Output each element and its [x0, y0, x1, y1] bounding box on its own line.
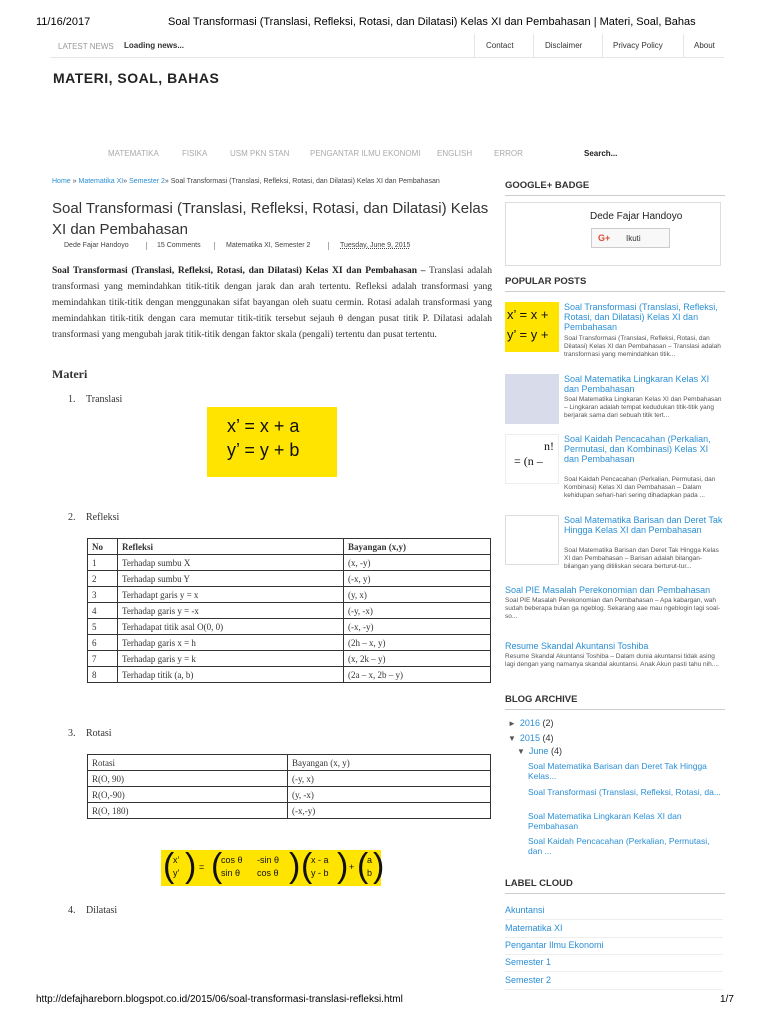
thumb-text: y’ = y + — [507, 327, 549, 342]
label-link-akuntansi[interactable]: Akuntansi — [505, 905, 723, 920]
search-input[interactable]: Search... — [584, 149, 618, 158]
expand-arrow-icon[interactable]: ► — [508, 719, 516, 728]
refleksi-table — [87, 538, 491, 683]
sidebar-heading-google-badge: GOOGLE+ BADGE — [505, 180, 725, 196]
archive-count: (4) — [550, 746, 562, 756]
post-title: Soal Transformasi (Translasi, Refleksi, Rotasi, dan Dilatasi) Kelas XI dan Pembahasan — [52, 200, 489, 238]
popular-post-excerpt: Soal Matematika Barisan dan Deret Tak Hingga Kelas XI dan Pembahasan – Barisan adalah bilangan-bilangan yang ditiliskan secara berturut-tur... — [564, 547, 719, 570]
popular-post-title[interactable]: Soal Transformasi (Translasi, Refleksi, Rotasi, dan Dilatasi) Kelas XI dan Pembahasan — [564, 302, 718, 332]
formula-line-y: y’ = y + b — [227, 440, 300, 460]
post-intro — [52, 263, 492, 343]
list-label: Rotasi — [86, 728, 112, 739]
breadcrumb-home[interactable]: Home — [52, 178, 71, 185]
follow-label: Ikuti — [626, 234, 641, 243]
popular-post-item[interactable] — [505, 585, 723, 621]
list-item-refleksi — [68, 512, 119, 523]
archive-count: (4) — [542, 733, 554, 743]
table-header: Refleksi — [118, 539, 344, 555]
list-label: Dilatasi — [86, 905, 118, 916]
popular-post-excerpt: Resume Skandal Akuntansi Toshiba – Dalam dunia akuntansi tidak asing lagi dengan yang namanya skandal akuntansi. Anak Akun pasti tahu nih.... — [505, 653, 719, 668]
label-link-matematika-xi[interactable]: Matematika XI — [505, 923, 723, 938]
link-about[interactable]: About — [694, 41, 715, 50]
sidebar-heading-blog-archive: BLOG ARCHIVE — [505, 694, 725, 710]
divider — [602, 34, 603, 58]
bracket-right: ) — [337, 847, 349, 885]
post-author[interactable]: Dede Fajar Handoyo — [64, 242, 129, 249]
divider — [474, 34, 475, 58]
table-cell: 1 — [88, 555, 118, 571]
table-row — [88, 803, 491, 819]
popular-post-excerpt: Soal Matematika Lingkaran Kelas XI dan Pembahasan – Lingkaran adalah tempat kedudukan titik-titik yang berjarak sama dari sebuah titik tert... — [564, 396, 722, 419]
main-nav — [50, 147, 724, 161]
popular-post-title[interactable]: Resume Skandal Akuntansi Toshiba — [505, 641, 649, 651]
news-ticker: Loading news... — [124, 41, 185, 50]
breadcrumb-separator: » — [123, 178, 128, 185]
table-header: Rotasi — [88, 755, 288, 771]
table-cell: (x, -y) — [344, 555, 491, 571]
table-row — [88, 603, 491, 619]
bracket-left: ( — [357, 847, 369, 885]
popular-post-excerpt: Soal Kaidah Pencacahan (Perkalian, Permutasi, dan Kombinasi) Kelas XI dan Pembahasan – Dalam kehidupan sehari-hari sering dihadapkan pada ... — [564, 476, 716, 499]
popular-post-excerpt: Soal Transformasi (Translasi, Refleksi, Rotasi, dan Dilatasi) Kelas XI dan Pembahasan – Translasi adalah transformasi yang memindahkan titik... — [564, 335, 721, 358]
post-labels[interactable]: Matematika XI, Semester 2 — [226, 242, 311, 249]
divider — [214, 242, 215, 250]
collapse-arrow-icon[interactable]: ▼ — [517, 747, 525, 756]
thumb-text: x’ = x + — [507, 307, 549, 322]
table-cell: (2a – x, 2b – y) — [344, 667, 491, 683]
print-header — [0, 16, 768, 32]
table-row — [88, 635, 491, 651]
table-cell: Terhadapt garis y = x — [118, 587, 344, 603]
bracket-left: ( — [211, 847, 223, 885]
table-cell: Terhadap titik (a, b) — [118, 667, 344, 683]
table-cell: 6 — [88, 635, 118, 651]
table-cell: 4 — [88, 603, 118, 619]
table-row — [88, 771, 491, 787]
matrix-plus: + — [349, 862, 355, 872]
list-item-rotasi — [68, 728, 112, 739]
top-bar — [50, 34, 724, 58]
nav-item-error[interactable]: ERROR — [494, 149, 523, 158]
bracket-left: ( — [163, 847, 175, 885]
table-row — [88, 619, 491, 635]
nav-item-fisika[interactable]: FISIKA — [182, 149, 208, 158]
list-label: Refleksi — [86, 512, 120, 523]
link-disclaimer[interactable]: Disclaimer — [545, 41, 583, 50]
divider — [328, 242, 329, 250]
thumb-text: n! — [544, 439, 554, 453]
print-title: Soal Transformasi (Translasi, Refleksi, Rotasi, dan Dilatasi) Kelas XI dan Pembahasan | Materi, Soal, Bahas — [168, 16, 696, 28]
matrix-equals: = — [199, 862, 205, 872]
matrix-v2: y - b — [311, 868, 329, 878]
matrix-lhs-2: y’ — [173, 868, 180, 878]
table-row — [88, 787, 491, 803]
nav-item-matematika[interactable]: MATEMATIKA — [108, 149, 159, 158]
list-item-translasi — [68, 394, 122, 405]
popular-post-item[interactable] — [505, 641, 723, 669]
popular-post-title[interactable]: Soal Matematika Lingkaran Kelas XI dan Pembahasan — [564, 374, 710, 394]
intro-bold: Soal Transformasi (Translasi, Refleksi, Rotasi, dan Dilatasi) Kelas XI dan Pembahasan – — [52, 266, 426, 276]
table-header-row — [88, 539, 491, 555]
breadcrumb-matematika-xi[interactable]: Matematika XI — [78, 178, 124, 185]
table-cell: Terhadapat titik asal O(0, 0) — [118, 619, 344, 635]
bracket-left: ( — [301, 847, 313, 885]
table-row — [88, 667, 491, 683]
post-meta — [52, 242, 492, 254]
breadcrumb-separator: » — [72, 178, 77, 185]
site-title[interactable]: MATERI, SOAL, BAHAS — [53, 70, 220, 86]
link-privacy-policy[interactable]: Privacy Policy — [613, 41, 663, 50]
intro-text: Translasi adalah transformasi yang memindahkan titik-titik dengan jarak dan arah tertentu. Refleksi adalah transformasi yang memindahkan titik-titik dengan menggunakan sifat bayangan oleh suatu cermin. Rotasi adalah transformasi yang memindahkan titik-titik dengan cara memutar titik-titik tersebut sejauh θ dengan pusat titik P. Dilatasi adalah transformasi yang mengubah jarak titik-titik dengan faktor skala (pengali) tertentu dan pusat tertentu. — [52, 266, 493, 340]
google-plus-icon: G+ — [598, 233, 611, 243]
archive-post-link[interactable]: Soal Matematika Lingkaran Kelas XI dan Pembahasan — [528, 811, 682, 831]
matrix-lhs-1: x’ — [173, 855, 180, 865]
divider — [146, 242, 147, 250]
archive-post-link[interactable]: Soal Matematika Barisan dan Deret Tak Hingga Kelas... — [528, 761, 707, 781]
sidebar-heading-label-cloud: LABEL CLOUD — [505, 878, 725, 894]
matrix-m22: cos θ — [257, 868, 279, 878]
table-cell: R(O, 90) — [88, 771, 288, 787]
archive-month-june[interactable] — [517, 746, 562, 756]
archive-year-link[interactable]: 2015 — [519, 733, 540, 743]
badge-name[interactable]: Dede Fajar Handoyo — [590, 211, 683, 222]
table-cell: 7 — [88, 651, 118, 667]
table-row — [88, 555, 491, 571]
section-heading-materi: Materi — [52, 367, 88, 381]
list-number: 1. — [68, 394, 76, 405]
follow-button[interactable] — [591, 228, 670, 248]
archive-year-2016[interactable] — [508, 718, 553, 728]
breadcrumb-separator: » — [164, 178, 169, 185]
table-cell: 2 — [88, 571, 118, 587]
archive-year-link[interactable]: 2016 — [519, 718, 540, 728]
print-date: 11/16/2017 — [36, 16, 91, 28]
table-cell: (-x, -y) — [344, 619, 491, 635]
list-number: 4. — [68, 905, 76, 916]
bracket-right: ) — [289, 847, 301, 885]
table-row — [88, 587, 491, 603]
breadcrumb-current: Soal Transformasi (Translasi, Refleksi, Rotasi, dan Dilatasi) Kelas XI dan Pembahasan — [170, 178, 440, 185]
divider — [533, 34, 534, 58]
thumb-text: = (n – — [514, 454, 543, 468]
popular-post-thumbnail[interactable] — [505, 434, 559, 484]
formula-line-x: x’ = x + a — [227, 416, 300, 436]
post-date: Tuesday, June 9, 2015 — [340, 242, 411, 249]
link-contact[interactable]: Contact — [486, 41, 514, 50]
nav-item-english[interactable]: ENGLISH — [437, 149, 473, 158]
table-cell: (-x, y) — [344, 571, 491, 587]
label-link-pengantar-ilmu-ekonomi[interactable]: Pengantar Ilmu Ekonomi — [505, 940, 723, 955]
bracket-right: ) — [185, 847, 197, 885]
popular-post-title[interactable]: Soal PIE Masalah Perekonomian dan Pembahasan — [505, 585, 711, 595]
google-plus-badge — [505, 202, 721, 266]
list-number: 2. — [68, 512, 76, 523]
breadcrumb — [52, 178, 440, 185]
print-page-number: 1/7 — [720, 994, 734, 1005]
table-cell: Terhadap garis x = h — [118, 635, 344, 651]
table-cell: 5 — [88, 619, 118, 635]
latest-news-label: LATEST NEWS — [58, 42, 114, 51]
table-cell: (-y, -x) — [344, 603, 491, 619]
translasi-formula-image — [207, 407, 337, 477]
table-header: Bayangan (x,y) — [344, 539, 491, 555]
popular-post-thumbnail[interactable] — [505, 515, 559, 565]
archive-month-link[interactable]: June — [528, 746, 549, 756]
table-cell: (y, -x) — [288, 787, 491, 803]
table-header: No — [88, 539, 118, 555]
table-header-row — [88, 755, 491, 771]
table-cell: 3 — [88, 587, 118, 603]
matrix-v1: x - a — [311, 855, 329, 865]
popular-post-title[interactable]: Soal Kaidah Pencacahan (Perkalian, Permutasi, dan Kombinasi) Kelas XI dan Pembahasan — [564, 434, 711, 464]
matrix-b: b — [367, 868, 373, 878]
label-link-semester-1[interactable]: Semester 1 — [505, 957, 723, 972]
table-cell: (y, x) — [344, 587, 491, 603]
table-cell: 8 — [88, 667, 118, 683]
table-cell: Terhadap sumbu X — [118, 555, 344, 571]
matrix-a: a — [367, 855, 373, 865]
popular-post-excerpt: Soal PIE Masalah Perekonomian dan Pembahasan – Apa kabargan, wah sudah beberapa bulan ga ngeblog. Sekarang aae mau ngeblogin lagi soal-so... — [505, 597, 721, 620]
table-cell: (2h – x, y) — [344, 635, 491, 651]
archive-post-link[interactable]: Soal Transformasi (Translasi, Refleksi, Rotasi, da... — [528, 787, 721, 797]
matrix-m12: -sin θ — [257, 855, 280, 865]
breadcrumb-semester-2[interactable]: Semester 2 — [129, 178, 165, 185]
table-header: Bayangan (x, y) — [288, 755, 491, 771]
table-cell: Terhadap sumbu Y — [118, 571, 344, 587]
nav-item-pengantar-ilmu-ekonomi[interactable]: PENGANTAR ILMU EKONOMI — [310, 149, 421, 158]
popular-post-title[interactable]: Soal Matematika Barisan dan Deret Tak Hingga Kelas XI dan Pembahasan — [564, 515, 723, 535]
list-label: Translasi — [86, 394, 123, 405]
table-cell: Terhadap garis y = k — [118, 651, 344, 667]
archive-post-link[interactable]: Soal Kaidah Pencacahan (Perkalian, Permutasi, dan ... — [528, 836, 710, 856]
nav-item-usm-pkn-stan[interactable]: USM PKN STAN — [230, 149, 290, 158]
archive-count: (2) — [542, 718, 554, 728]
table-cell: R(O, 180) — [88, 803, 288, 819]
label-link-semester-2[interactable]: Semester 2 — [505, 975, 723, 990]
sidebar-heading-popular-posts: POPULAR POSTS — [505, 276, 725, 292]
rotation-matrix-image — [161, 847, 385, 886]
popular-post-thumbnail[interactable] — [505, 302, 559, 352]
divider — [683, 34, 684, 58]
rotasi-table — [87, 754, 491, 819]
table-cell: (-x,-y) — [288, 803, 491, 819]
list-item-dilatasi — [68, 905, 117, 916]
table-cell: (-y, x) — [288, 771, 491, 787]
table-cell: (x, 2k – y) — [344, 651, 491, 667]
matrix-m11: cos θ — [221, 855, 243, 865]
archive-year-2015[interactable] — [508, 733, 553, 743]
table-row — [88, 571, 491, 587]
popular-post-thumbnail[interactable] — [505, 374, 559, 424]
bracket-right: ) — [373, 847, 385, 885]
list-number: 3. — [68, 728, 76, 739]
table-cell: R(O,-90) — [88, 787, 288, 803]
post-comments[interactable]: 15 Comments — [157, 242, 201, 249]
table-row — [88, 651, 491, 667]
print-url: http://defajhareborn.blogspot.co.id/2015/06/soal-transformasi-translasi-refleksi.html — [36, 994, 403, 1005]
table-cell: Terhadap garis y = -x — [118, 603, 344, 619]
matrix-m21: sin θ — [221, 868, 241, 878]
collapse-arrow-icon[interactable]: ▼ — [508, 734, 516, 743]
